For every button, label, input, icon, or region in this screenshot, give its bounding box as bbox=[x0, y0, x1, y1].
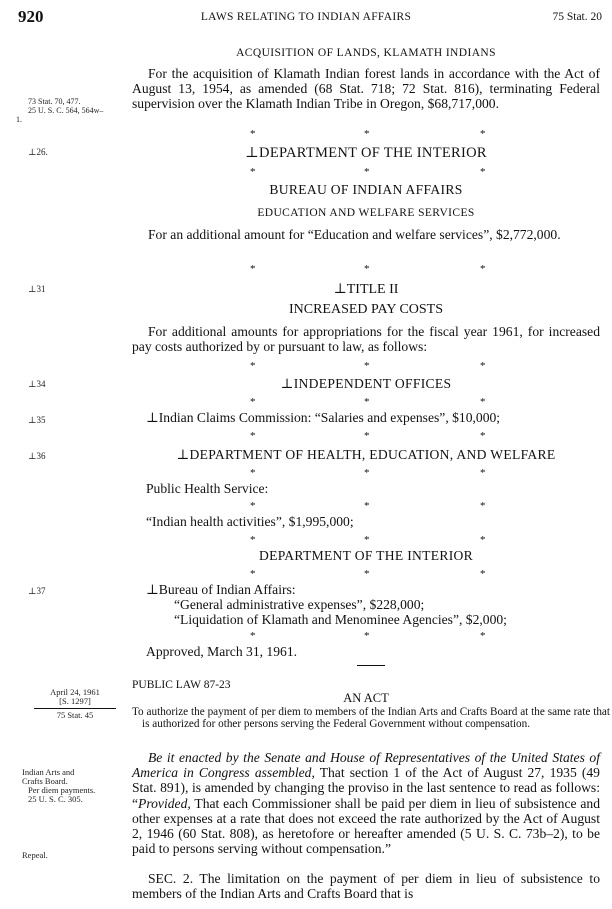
education-paragraph: For an additional amount for “Education and welfare services”, $2,772,000. bbox=[148, 227, 561, 242]
margin-date: April 24, 1961 bbox=[50, 687, 100, 697]
bureau-heading: BUREAU OF INDIAN AFFAIRS bbox=[269, 182, 463, 197]
indian-health-line: “Indian health activities”, $1,995,000; bbox=[146, 514, 354, 529]
liquidation-line: “Liquidation of Klamath and Menominee Agencies”, $2,000; bbox=[174, 612, 507, 627]
asterisk: * bbox=[364, 263, 370, 275]
asterisk: * bbox=[250, 630, 256, 642]
margin-board-4: 25 U. S. C. 305. bbox=[28, 794, 83, 804]
asterisk: * bbox=[364, 467, 370, 479]
education-heading: EDUCATION AND WELFARE SERVICES bbox=[257, 207, 475, 219]
klamath-heading: ACQUISITION OF LANDS, KLAMATH INDIANS bbox=[236, 47, 496, 59]
page-marker-34: ⊥34 bbox=[28, 379, 46, 389]
asterisk: * bbox=[250, 360, 256, 372]
running-title: LAWS RELATING TO INDIAN AFFAIRS bbox=[200, 11, 412, 23]
asterisk: * bbox=[480, 630, 486, 642]
margin-repeal: Repeal. bbox=[22, 850, 48, 860]
page-number: 920 bbox=[18, 7, 44, 26]
asterisk: * bbox=[250, 166, 256, 178]
klamath-paragraph: For the acquisition of Klamath Indian forest lands in accordance with the Act of August 13, 1954, as amended (68 Stat. 718; 72 Stat. 816), terminating Federal supervision over the Klamath Indian Tribe in Oregon, $68,717,000. bbox=[132, 66, 600, 112]
asterisk: * bbox=[250, 263, 256, 275]
page-marker-37: ⊥37 bbox=[28, 586, 46, 596]
asterisk: * bbox=[250, 430, 256, 442]
margin-rule bbox=[34, 708, 116, 709]
page-marker-36: ⊥36 bbox=[28, 451, 46, 461]
margin-note-stat: 73 Stat. 70, 477. bbox=[28, 97, 81, 106]
margin-note-usc: 25 U. S. C. 564, 564w– bbox=[28, 106, 104, 115]
asterisk: * bbox=[480, 467, 486, 479]
asterisk: * bbox=[364, 128, 370, 140]
asterisk: * bbox=[364, 360, 370, 372]
asterisk: * bbox=[480, 263, 486, 275]
margin-board-2: Crafts Board. bbox=[22, 776, 68, 786]
asterisk: * bbox=[480, 128, 486, 140]
margin-note-usc-cont: 1. bbox=[16, 115, 22, 124]
page-marker-26: ⊥26. bbox=[28, 147, 48, 157]
indian-claims-line: ⊥Indian Claims Commission: “Salaries and expenses”, $10,000; bbox=[146, 410, 501, 425]
section-rule bbox=[357, 665, 385, 666]
stat-reference: 75 Stat. 20 bbox=[552, 11, 602, 23]
increased-pay-heading: INCREASED PAY COSTS bbox=[288, 302, 444, 317]
enacting-paragraph bbox=[132, 750, 600, 856]
margin-board-1: Indian Arts and bbox=[22, 767, 75, 777]
asterisk: * bbox=[250, 534, 256, 546]
asterisk: * bbox=[250, 396, 256, 408]
asterisk: * bbox=[364, 568, 370, 580]
interior-heading-2: DEPARTMENT OF THE INTERIOR bbox=[258, 548, 474, 563]
asterisk: * bbox=[480, 430, 486, 442]
asterisk: * bbox=[364, 534, 370, 546]
asterisk: * bbox=[364, 500, 370, 512]
asterisk: * bbox=[250, 128, 256, 140]
increased-pay-paragraph: For additional amounts for appropriations for the fiscal year 1961, for increased pay costs authorized by or pursuant to law, as follows: bbox=[132, 324, 600, 355]
asterisk: * bbox=[364, 166, 370, 178]
interior-heading: ⊥DEPARTMENT OF THE INTERIOR bbox=[245, 145, 487, 161]
asterisk: * bbox=[250, 467, 256, 479]
asterisk: * bbox=[364, 396, 370, 408]
enacting-text: That section 1 of the Act of August 27, 1935 (49 Stat. 891), is amended by changing the proviso in the last sentence to read as follows: “ bbox=[132, 765, 600, 811]
public-law-label: PUBLIC LAW 87-23 bbox=[132, 679, 231, 691]
asterisk: * bbox=[480, 166, 486, 178]
margin-board-3: Per diem payments. bbox=[28, 785, 96, 795]
enacting-tail: That each Commissioner shall be paid per diem in lieu of subsistence and other expenses at a rate that does not exceed the rate authorized by the Act of August 2, 1946 (60 Stat. 808), as heretofore or hereafter amended (5 U. S. C. 73b–2), to be paid to persons serving without compensation.” bbox=[132, 795, 600, 857]
public-health-service-line: Public Health Service: bbox=[146, 481, 269, 496]
margin-bill-number: [S. 1297] bbox=[59, 696, 91, 706]
approved-line: Approved, March 31, 1961. bbox=[146, 644, 298, 659]
page-marker-31: ⊥31 bbox=[28, 284, 46, 294]
title-ii-heading: ⊥TITLE II bbox=[333, 282, 399, 297]
independent-offices-heading: ⊥INDEPENDENT OFFICES bbox=[280, 376, 452, 391]
asterisk: * bbox=[480, 500, 486, 512]
general-admin-line: “General administrative expenses”, $228,000; bbox=[174, 597, 425, 612]
section-2-paragraph: SEC. 2. The limitation on the payment of per diem in lieu of subsistence to members of the Indian Arts and Crafts Board that is bbox=[132, 871, 600, 902]
asterisk: * bbox=[250, 568, 256, 580]
running-header bbox=[0, 6, 612, 28]
asterisk: * bbox=[480, 568, 486, 580]
asterisk: * bbox=[480, 360, 486, 372]
asterisk: * bbox=[480, 534, 486, 546]
proviso-word: Provided, bbox=[138, 795, 191, 811]
asterisk: * bbox=[364, 430, 370, 442]
margin-stat: 75 Stat. 45 bbox=[56, 710, 94, 720]
hew-heading: ⊥DEPARTMENT OF HEALTH, EDUCATION, AND WELFARE bbox=[176, 447, 556, 462]
bureau-indian-affairs-line: ⊥Bureau of Indian Affairs: bbox=[146, 582, 296, 597]
enacting-clause: Be it enacted by the Senate and House of Representatives of the United States of America in Congress assembled, bbox=[132, 750, 600, 781]
asterisk: * bbox=[364, 630, 370, 642]
page-marker-35: ⊥35 bbox=[28, 415, 46, 425]
an-act-heading: AN ACT bbox=[343, 691, 389, 705]
asterisk: * bbox=[250, 500, 256, 512]
asterisk: * bbox=[480, 396, 486, 408]
act-summary: To authorize the payment of per diem to members of the Indian Arts and Crafts Board at the same rate that is authorized for other persons serving the Federal Government without compensation. bbox=[132, 706, 610, 731]
